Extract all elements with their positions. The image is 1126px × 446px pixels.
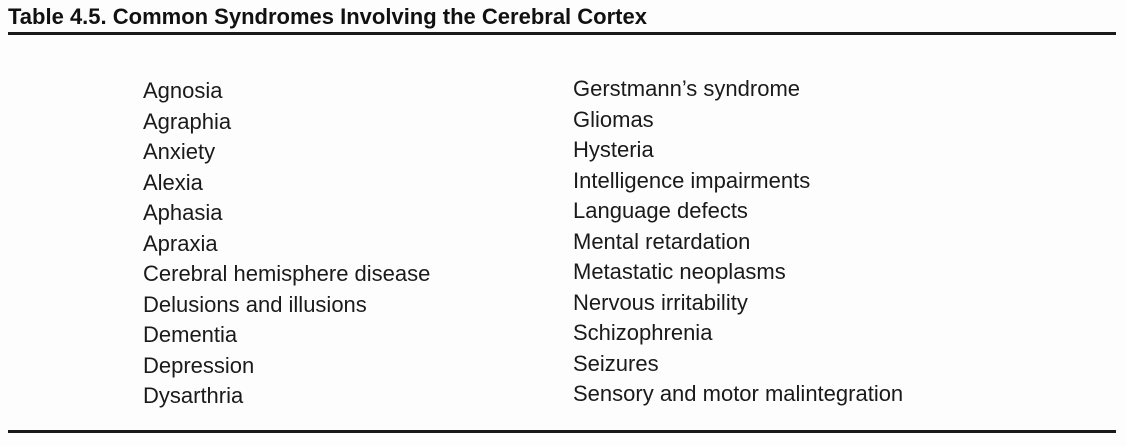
syndrome-item: Aphasia xyxy=(143,200,223,225)
left-column xyxy=(143,76,430,412)
syndrome-item: Metastatic neoplasms xyxy=(573,259,786,284)
syndrome-item: Gliomas xyxy=(573,106,654,132)
right-column xyxy=(573,74,903,410)
syndrome-item: Nervous irritability xyxy=(573,289,748,315)
syndrome-item: Agnosia xyxy=(143,78,223,103)
syndrome-item: Agraphia xyxy=(143,108,232,134)
syndrome-item: Cerebral hemisphere disease xyxy=(143,261,431,286)
syndrome-item: Seizures xyxy=(573,350,659,376)
syndrome-item: Anxiety xyxy=(143,139,216,164)
syndrome-item: Mental retardation xyxy=(573,228,751,254)
syndrome-item: Depression xyxy=(143,352,255,378)
syndrome-item: Alexia xyxy=(143,169,203,195)
syndrome-item: Intelligence impairments xyxy=(573,167,811,193)
syndrome-item: Schizophrenia xyxy=(573,320,713,345)
syndrome-item: Hysteria xyxy=(573,137,654,162)
bottom-rule xyxy=(8,430,1116,433)
syndrome-item: Dementia xyxy=(143,322,238,347)
syndrome-item: Dysarthria xyxy=(143,383,244,408)
syndrome-item: Delusions and illusions xyxy=(143,291,367,317)
syndrome-item: Gerstmann’s syndrome xyxy=(573,76,801,101)
table-title: Table 4.5. Common Syndromes Involving the Cerebral Cortex xyxy=(8,4,647,29)
syndrome-item: Sensory and motor malintegration xyxy=(573,381,904,406)
top-rule xyxy=(8,32,1116,35)
syndrome-item: Apraxia xyxy=(143,230,218,256)
syndrome-item: Language defects xyxy=(573,198,748,223)
